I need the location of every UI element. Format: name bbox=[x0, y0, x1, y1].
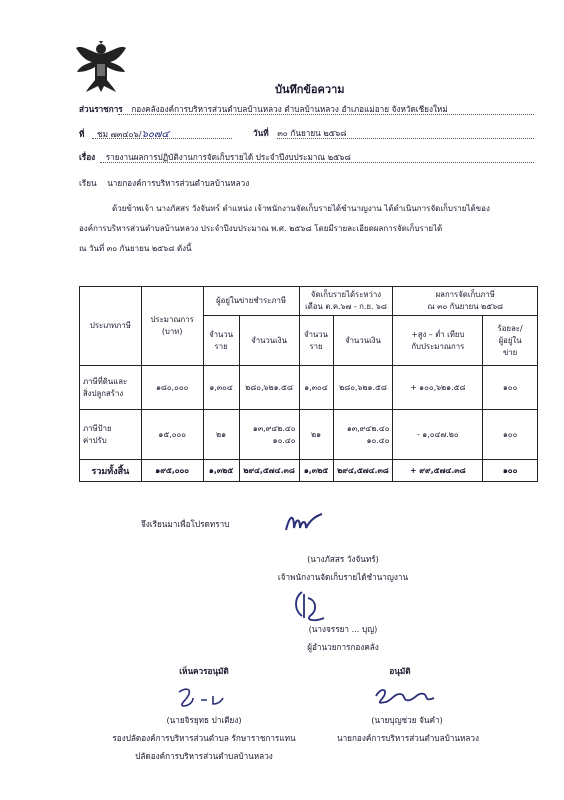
table-row bbox=[80, 410, 538, 460]
cell-col-count: ๒๑ bbox=[299, 410, 333, 460]
deputy-name: (นายจิรยุทธ ปาเตียง) bbox=[166, 715, 242, 725]
header-count: จำนวน ราย bbox=[299, 316, 333, 366]
header-count: จำนวน ราย bbox=[203, 316, 239, 366]
cell-total-estimate: ๑๙๕,๐๐๐ bbox=[141, 460, 203, 482]
cell-tp-count: ๒๑ bbox=[203, 410, 239, 460]
salutation-label: เรียน bbox=[79, 178, 97, 188]
header-estimate: ประมาณการ (บาท) bbox=[141, 287, 203, 366]
cell-total-tp-amount: ๒๙๔,๕๗๔.๓๘ bbox=[239, 460, 299, 482]
cell-total-tp-count: ๑,๓๒๕ bbox=[203, 460, 239, 482]
ref-value: ชม ๗๓๔๐๖/ bbox=[97, 129, 142, 139]
revenue-table bbox=[79, 286, 538, 482]
opinion-heading: เห็นควรอนุมัติ bbox=[179, 666, 229, 676]
closing-text: จึงเรียนมาเพื่อโปรดทราบ bbox=[141, 519, 230, 529]
table-total-row bbox=[80, 460, 538, 482]
header-diff: +สูง – ต่ำ เทียบ กับประมาณการ bbox=[393, 316, 483, 366]
table-row bbox=[80, 366, 538, 410]
cell-col-count: ๑,๓๐๔ bbox=[299, 366, 333, 410]
officer-name: (นางภัสสร วังจันทร์) bbox=[307, 554, 379, 564]
officer-signature-icon bbox=[284, 510, 324, 536]
officer-position: เจ้าพนักงานจัดเก็บรายได้ชำนาญงาน bbox=[277, 572, 409, 582]
approve-heading: อนุมัติ bbox=[389, 666, 411, 676]
header-amount: จำนวนเงิน bbox=[239, 316, 299, 366]
mayor-signature-icon bbox=[372, 684, 442, 708]
header-taxpayers: ผู้อยู่ในข่ายชำระภาษี bbox=[203, 287, 299, 316]
director-signature-icon bbox=[290, 588, 330, 624]
cell-type: ภาษีที่ดินและ สิ่งปลูกสร้าง bbox=[80, 366, 142, 410]
cell-total-label: รวมทั้งสิ้น bbox=[80, 460, 142, 482]
body-line-3: ณ วันที่ ๓๐ กันยายน ๒๕๖๘ ดังนี้ bbox=[79, 244, 192, 253]
header-tax-type: ประเภทภาษี bbox=[80, 287, 142, 366]
header-collected: จัดเก็บรายได้ระหว่าง เดือน ต.ค.๖๗ - ก.ย. ๖๘ bbox=[299, 287, 393, 316]
cell-total-diff: + ๙๙,๕๗๔.๓๘ bbox=[393, 460, 483, 482]
cell-estimate: ๑๕,๐๐๐ bbox=[141, 410, 203, 460]
director-position: ผู้อำนวยการกองคลัง bbox=[307, 642, 379, 652]
date-label: วันที่ bbox=[253, 128, 269, 138]
cell-tp-count: ๑,๓๐๔ bbox=[203, 366, 239, 410]
cell-col-amount: ๑๓,๙๔๒.๔๐ ๑๐.๔๐ bbox=[333, 410, 393, 460]
ref-handwritten-number: ๖๐๗๔ bbox=[141, 129, 170, 140]
deputy-position-1: รองปลัดองค์การบริหารส่วนตำบล รักษาราชการแทน bbox=[112, 733, 296, 743]
mayor-position: นายกองค์การบริหารส่วนตำบลบ้านหลวง bbox=[336, 733, 479, 743]
agency-label: ส่วนราชการ bbox=[79, 104, 123, 114]
body-line-1: ด้วยข้าพเจ้า นางภัสสร วังจันทร์ ตำแหน่ง เจ้าพนักงานจัดเก็บรายได้ชำนาญงาน ได้ดำเนินการจัดเก็บรายได้ของ bbox=[112, 204, 490, 213]
cell-total-col-amount: ๒๙๔,๕๗๔.๓๘ bbox=[333, 460, 393, 482]
cell-total-col-count: ๑,๓๒๕ bbox=[299, 460, 333, 482]
date-value: ๓๐ กันยายน ๒๕๖๘ bbox=[277, 128, 347, 138]
deputy-signature-icon bbox=[175, 686, 235, 708]
cell-tp-amount: ๑๓,๙๔๒.๔๐ ๑๐.๔๐ bbox=[239, 410, 299, 460]
cell-col-amount: ๒๘๐,๖๒๑.๕๘ bbox=[333, 366, 393, 410]
ref-label: ที่ bbox=[79, 129, 85, 139]
cell-estimate: ๑๘๐,๐๐๐ bbox=[141, 366, 203, 410]
page-title: บันทึกข้อความ bbox=[275, 83, 345, 96]
header-percent: ร้อยละ/ ผู้อยู่ใน ข่าย bbox=[483, 316, 538, 366]
cell-diff: + ๑๐๐,๖๒๑.๕๘ bbox=[393, 366, 483, 410]
body-line-2: องค์การบริหารส่วนตำบลบ้านหลวง ประจำปีงบประมาณ พ.ศ. ๒๕๖๘ โดยมีรายละเอียดผลการจัดเก็บรายได้ bbox=[79, 224, 443, 233]
header-result: ผลการจัดเก็บภาษี ณ ๓๐ กันยายน ๒๕๖๘ bbox=[393, 287, 538, 316]
deputy-position-2: ปลัดองค์การบริหารส่วนตำบลบ้านหลวง bbox=[135, 751, 273, 761]
director-name: (นางจรรยา ... บุญ) bbox=[308, 624, 378, 634]
cell-tp-amount: ๒๘๐,๖๒๑.๕๘ bbox=[239, 366, 299, 410]
header-amount: จำนวนเงิน bbox=[333, 316, 393, 366]
cell-percent: ๑๐๐ bbox=[483, 366, 538, 410]
cell-total-percent: ๑๐๐ bbox=[483, 460, 538, 482]
subject-value: รายงานผลการปฏิบัติงานการจัดเก็บรายได้ ประจำปีงบประมาณ ๒๕๖๘ bbox=[105, 152, 351, 162]
cell-type: ภาษีป้าย ค่าปรับ bbox=[80, 410, 142, 460]
garuda-emblem-icon bbox=[74, 40, 128, 94]
mayor-name: (นายบุญช่วย จันคำ) bbox=[371, 715, 443, 725]
subject-label: เรื่อง bbox=[79, 152, 96, 162]
agency-value: กองคลังองค์การบริหารส่วนตำบลบ้านหลวง ตำบลบ้านหลวง อำเภอแม่อาย จังหวัดเชียงใหม่ bbox=[131, 104, 448, 114]
cell-diff: - ๑,๐๔๗.๒๐ bbox=[393, 410, 483, 460]
salutation-value: นายกองค์การบริหารส่วนตำบลบ้านหลวง bbox=[107, 178, 250, 188]
cell-percent: ๑๐๐ bbox=[483, 410, 538, 460]
